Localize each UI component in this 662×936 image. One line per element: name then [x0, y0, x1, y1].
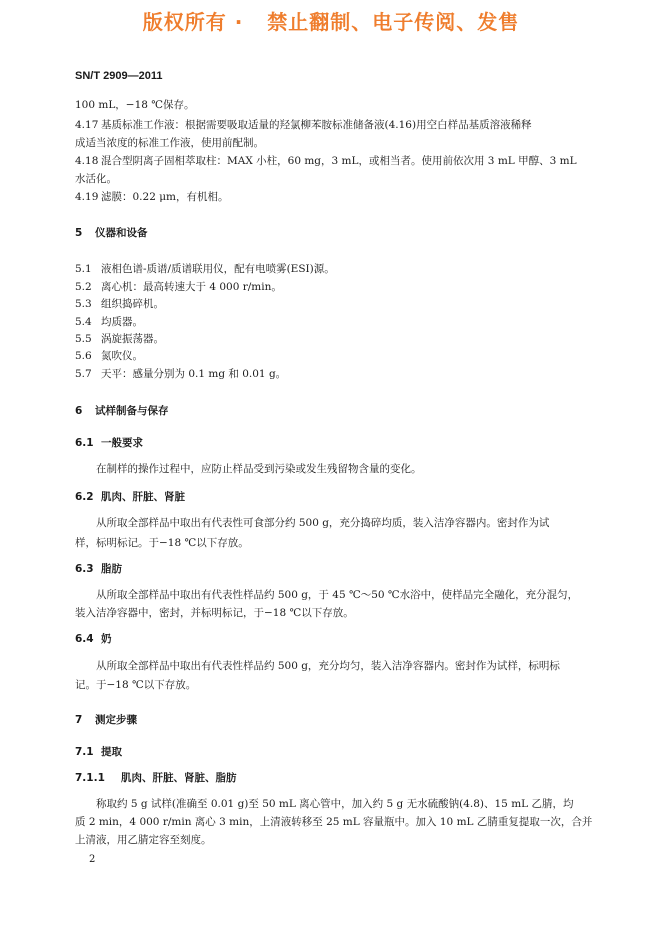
subsection-heading-6-2: 6.2 肌肉、肝脏、肾脏	[75, 491, 185, 503]
body-line: 称取约 5 g 试样(准确至 0.01 g)至 50 mL 离心管中，加入约 5 g 无水硫酸钠(4.8)、15 mL 乙腈，均	[96, 798, 574, 810]
copyright-banner: 版权所有 · 禁止翻制、电子传阅、发售	[142, 10, 520, 34]
subsection-heading-6-1: 6.1 一般要求	[75, 437, 143, 449]
subsection-heading-7-1-1: 7.1.1 肌肉、肝脏、肾脏、脂肪	[75, 772, 237, 784]
body-line: 质 2 min，4 000 r/min 离心 3 min，上清液转移至 25 mL 容量瓶中。加入 10 mL 乙腈重复提取一次，合并	[75, 816, 593, 828]
section-heading-6: 6 试样制备与保存	[75, 405, 169, 417]
clause-5-2: 5.2 离心机：最高转速大于 4 000 r/min。	[75, 281, 282, 293]
clause-4-19: 4.19 滤膜：0.22 μm，有机相。	[75, 191, 229, 203]
clause-5-3: 5.3 组织捣碎机。	[75, 298, 164, 310]
subsection-heading-6-4: 6.4 奶	[75, 633, 112, 645]
clause-5-6: 5.6 氮吹仪。	[75, 350, 143, 362]
body-line: 成适当浓度的标准工作液，使用前配制。	[75, 137, 264, 149]
body-line: 水活化。	[75, 173, 117, 185]
subsection-heading-7-1: 7.1 提取	[75, 746, 122, 758]
body-line: 上清液，用乙腈定容至刻度。	[75, 834, 212, 846]
body-line: 100 mL，−18 ℃保存。	[75, 99, 195, 111]
section-heading-5: 5 仪器和设备	[75, 227, 148, 239]
body-line: 样，标明标记。于−18 ℃以下存放。	[75, 537, 249, 549]
subsection-heading-6-3: 6.3 脂肪	[75, 563, 122, 575]
section-heading-7: 7 测定步骤	[75, 714, 137, 726]
clause-5-4: 5.4 均质器。	[75, 316, 143, 328]
standard-code: SN/T 2909—2011	[75, 70, 163, 82]
body-line: 记。于−18 ℃以下存放。	[75, 679, 197, 691]
body-line: 在制样的操作过程中，应防止样品受到污染或发生残留物含量的变化。	[96, 463, 422, 475]
body-line: 从所取全部样品中取出有代表性可食部分约 500 g，充分捣碎均质，装入洁净容器内。密封作为试	[96, 517, 550, 529]
clause-4-18: 4.18 混合型阴离子固相萃取柱：MAX 小柱，60 mg，3 mL，或相当者。使用前依次用 3 mL 甲醇、3 mL	[75, 155, 577, 167]
clause-5-5: 5.5 涡旋振荡器。	[75, 333, 164, 345]
body-line: 从所取全部样品中取出有代表性样品约 500 g，于 45 ℃～50 ℃水浴中，使样品完全融化，充分混匀，	[96, 589, 579, 601]
clause-4-17: 4.17 基质标准工作液：根据需要吸取适量的羟氯柳苯胺标准储备液(4.16)用空白样品基质溶液稀释	[75, 119, 532, 131]
clause-5-1: 5.1 液相色谱-质谱/质谱联用仪，配有电喷雾(ESI)源。	[75, 263, 335, 275]
body-line: 装入洁净容器中，密封，并标明标记，于−18 ℃以下存放。	[75, 607, 354, 619]
body-line: 从所取全部样品中取出有代表性样品约 500 g，充分均匀，装入洁净容器内。密封作为试样，标明标	[96, 660, 560, 672]
clause-5-7: 5.7 天平：感量分别为 0.1 mg 和 0.01 g。	[75, 368, 287, 380]
page-number: 2	[89, 854, 96, 865]
